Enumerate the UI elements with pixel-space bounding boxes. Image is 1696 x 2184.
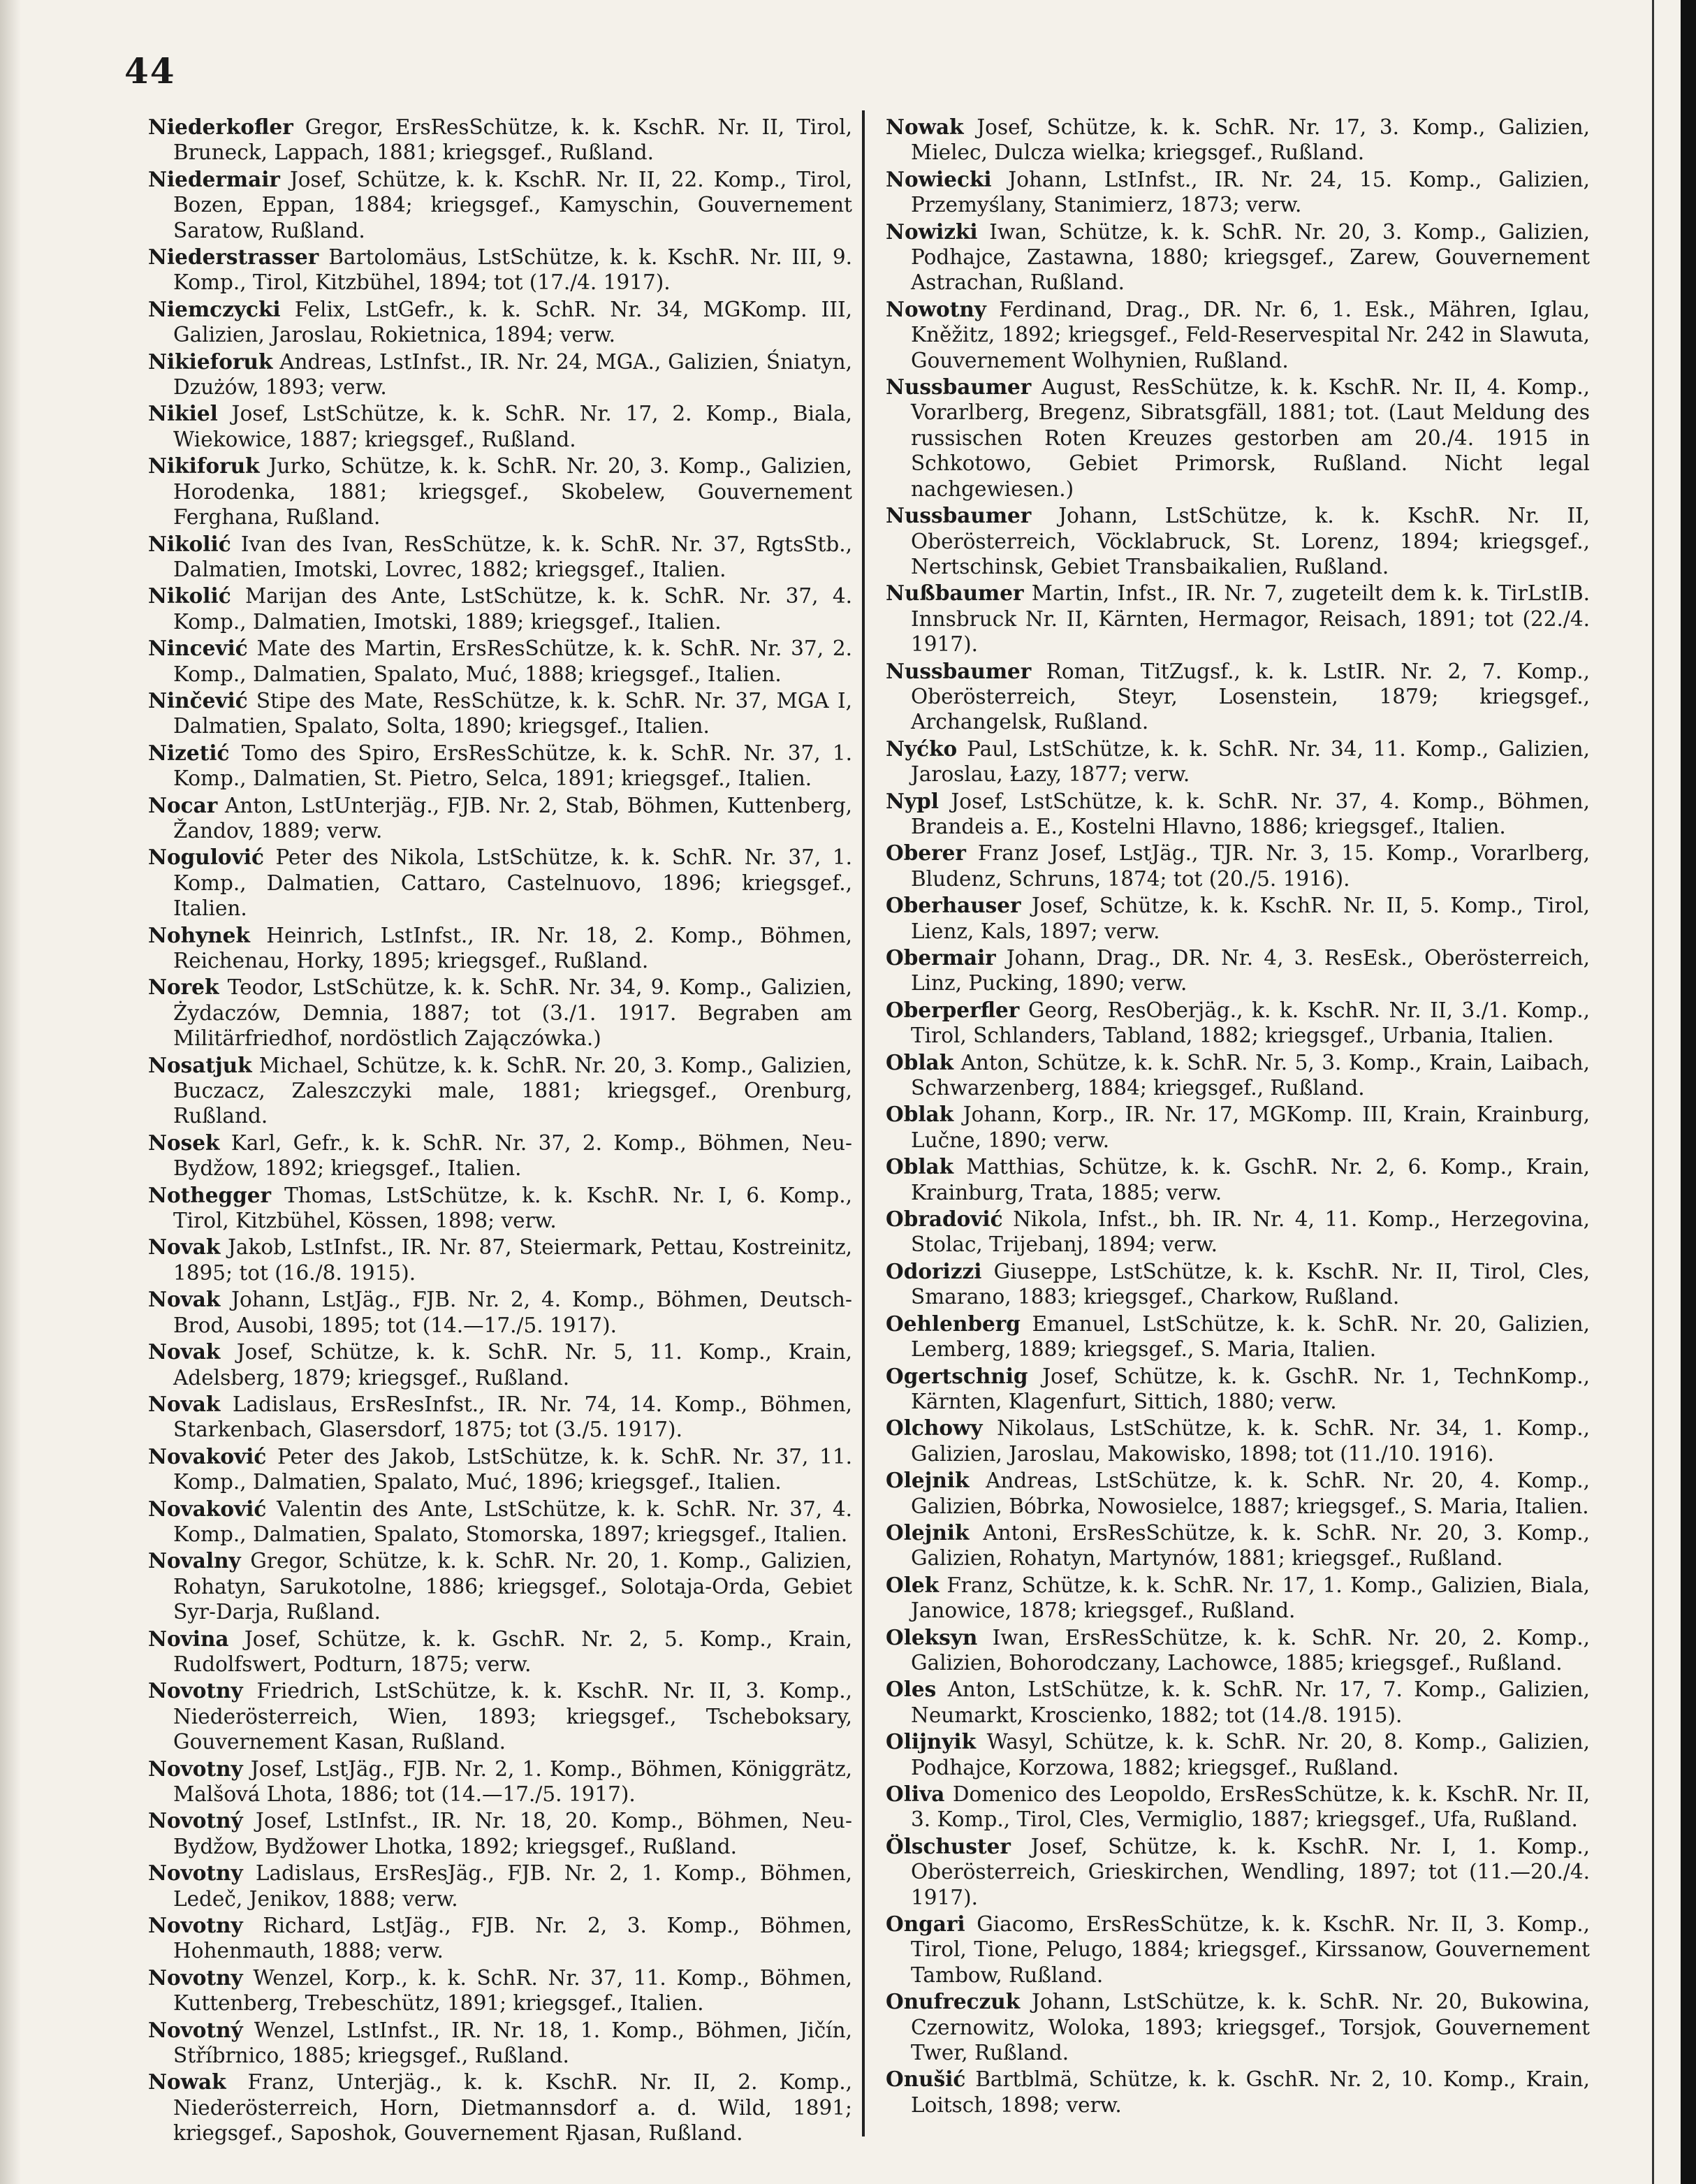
entry-details: Jakob, LstInfst., IR. Nr. 87, Steiermark, Pettau, Kostreinitz, 1895; tot (16./8. 1915). — [173, 1235, 852, 1285]
entry-details: Anton, Schütze, k. k. SchR. Nr. 5, 3. Komp., Krain, Laibach, Schwarzenberg, 1884; kriegsgef., Rußland. — [911, 1050, 1590, 1100]
entry-surname: Nincević — [148, 636, 248, 661]
entry-surname: Novotny — [148, 1965, 243, 1990]
entry-surname: Oberer — [886, 840, 966, 866]
list-entry — [148, 1287, 852, 1338]
list-entry — [886, 1415, 1590, 1466]
entry-details: Domenico des Leopoldo, ErsResSchütze, k. k. KschR. Nr. II, 3. Komp., Tirol, Cles, Vermiglio, 1887; kriegsgef., Ufa, Rußland. — [911, 1782, 1590, 1832]
entry-surname: Olek — [886, 1572, 940, 1597]
entry-surname: Novak — [148, 1391, 221, 1416]
list-entry — [148, 1183, 852, 1234]
list-entry — [886, 1364, 1590, 1415]
entry-details: Gregor, ErsResSchütze, k. k. KschR. Nr. II, Tirol, Bruneck, Lappach, 1881; kriegsgef., Rußland. — [173, 115, 852, 165]
list-entry — [148, 1965, 852, 2016]
entry-surname: Norek — [148, 975, 219, 1000]
entry-surname: Onufreczuk — [886, 1989, 1021, 2014]
entry-surname: Novotny — [148, 1913, 243, 1938]
entry-surname: Onušić — [886, 2067, 966, 2092]
list-entry — [148, 1678, 852, 1754]
entry-details: Franz, Unterjäg., k. k. KschR. Nr. II, 2. Komp., Niederösterreich, Horn, Dietmannsdorf a. d. Wild, 1891; kriegsgef., Saposhok, Gouvernement Rjasan, Rußland. — [173, 2070, 852, 2146]
entry-details: Johann, Korp., IR. Nr. 17, MGKomp. III, Krain, Krainburg, Lučne, 1890; verw. — [911, 1102, 1590, 1152]
entry-details: Wasyl, Schütze, k. k. SchR. Nr. 20, 8. Komp., Galizien, Podhajce, Korzowa, 1882; kriegsgef., Rußland. — [911, 1730, 1590, 1779]
entry-details: Karl, Gefr., k. k. SchR. Nr. 37, 2. Komp., Böhmen, Neu-Bydžow, 1892; kriegsgef., Italien. — [173, 1130, 852, 1181]
list-entry — [886, 1520, 1590, 1571]
entry-details: Ferdinand, Drag., DR. Nr. 6, 1. Esk., Mähren, Iglau, Kněžitz, 1892; kriegsgef., Feld-Reservespital Nr. 242 in Slawuta, Gouvernement Wolhynien, Rußland. — [911, 297, 1590, 372]
list-entry — [148, 583, 852, 634]
entry-details: Emanuel, LstSchütze, k. k. SchR. Nr. 20, Galizien, Lemberg, 1889; kriegsgef., S. Maria, Italien. — [911, 1311, 1590, 1362]
entry-surname: Novak — [148, 1339, 221, 1364]
entry-details: Andreas, LstInfst., IR. Nr. 24, MGA., Galizien, Śniatyn, Dzużów, 1893; verw. — [173, 349, 852, 400]
entry-details: Johann, LstJäg., FJB. Nr. 2, 4. Komp., Böhmen, Deutsch-Brod, Ausobi, 1895; tot (14.—17./5. 1917). — [173, 1288, 852, 1337]
entry-details: Iwan, Schütze, k. k. SchR. Nr. 20, 3. Komp., Galizien, Podhajce, Zastawna, 1880; kriegsgef., Zarew, Gouvernement Astrachan, Rußland. — [911, 219, 1590, 295]
list-entry — [886, 1259, 1590, 1310]
entry-details: Bartblmä, Schütze, k. k. GschR. Nr. 2, 10. Komp., Krain, Loitsch, 1898; verw. — [911, 2067, 1590, 2117]
entry-details: Peter des Nikola, LstSchütze, k. k. SchR. Nr. 37, 1. Komp., Dalmatien, Cattaro, Castelnuovo, 1896; kriegsgef., Italien. — [173, 845, 852, 921]
entry-surname: Nussbaumer — [886, 658, 1032, 683]
list-entry — [148, 2069, 852, 2146]
entry-details: Roman, TitZugsf., k. k. LstIR. Nr. 2, 7. Komp., Oberösterreich, Steyr, Losenstein, 1879; kriegsgef., Archangelsk, Rußland. — [911, 659, 1590, 734]
list-entry — [148, 1444, 852, 1495]
entry-details: Richard, LstJäg., FJB. Nr. 2, 3. Komp., Böhmen, Hohenmauth, 1888; verw. — [173, 1914, 852, 1963]
entry-surname: Nußbaumer — [886, 581, 1024, 606]
list-entry — [886, 167, 1590, 218]
entry-details: Ladislaus, ErsResJäg., FJB. Nr. 2, 1. Komp., Böhmen, Ledeč, Jenikov, 1888; verw. — [173, 1861, 852, 1911]
page-number: 44 — [124, 50, 176, 92]
entry-details: Johann, LstSchütze, k. k. SchR. Nr. 20, Bukowina, Czernowitz, Woloka, 1893; kriegsgef., Torsjok, Gouvernement Twer, Rußland. — [911, 1990, 1590, 2065]
list-entry — [886, 1834, 1590, 1910]
entry-details: Josef, Schütze, k. k. KschR. Nr. II, 22. Komp., Tirol, Bozen, Eppan, 1884; kriegsgef., Kamyschin, Gouvernement Saratow, Rußland. — [173, 167, 852, 242]
entry-surname: Oblak — [886, 1154, 954, 1179]
entry-surname: Oblak — [886, 1102, 954, 1127]
list-entry — [148, 1392, 852, 1443]
entry-surname: Ninčević — [148, 687, 248, 713]
entry-surname: Niemczycki — [148, 296, 281, 321]
list-entry — [148, 1756, 852, 1807]
entry-surname: Novotny — [148, 1678, 243, 1703]
entry-surname: Nussbaumer — [886, 503, 1032, 528]
entry-surname: Nowak — [886, 115, 964, 139]
right-column — [886, 115, 1590, 2119]
entry-details: Josef, LstSchütze, k. k. SchR. Nr. 37, 4. Komp., Böhmen, Brandeis a. E., Kostelni Hlavno, 1886; kriegsgef., Italien. — [911, 789, 1590, 838]
entry-details: Anton, LstSchütze, k. k. SchR. Nr. 17, 7. Komp., Galizien, Neumarkt, Kroscienko, 1882; tot (14./8. 1915). — [911, 1677, 1590, 1727]
entry-details: Josef, LstJäg., FJB. Nr. 2, 1. Komp., Böhmen, Königgrätz, Malšová Lhota, 1886; tot (14.—17./5. 1917). — [173, 1756, 852, 1806]
list-entry — [148, 245, 852, 296]
list-entry — [886, 1625, 1590, 1676]
entry-details: Wenzel, Korp., k. k. SchR. Nr. 37, 11. Komp., Böhmen, Kuttenberg, Trebeschütz, 1891; kriegsgef., Italien. — [173, 1965, 852, 2016]
entry-surname: Nosek — [148, 1130, 220, 1155]
entry-surname: Novalny — [148, 1548, 241, 1573]
entry-surname: Nikolić — [148, 583, 231, 609]
list-entry — [148, 688, 852, 739]
list-entry — [886, 374, 1590, 502]
entry-surname: Niedermair — [148, 166, 280, 191]
entry-details: Ladislaus, ErsResInfst., IR. Nr. 74, 14. Komp., Böhmen, Starkenbach, Glasersdorf, 1875; tot (3./5. 1917). — [173, 1392, 852, 1442]
list-entry — [886, 115, 1590, 166]
entry-surname: Obradović — [886, 1207, 1003, 1232]
entry-surname: Nocar — [148, 792, 218, 817]
entry-surname: Nothegger — [148, 1182, 272, 1207]
entry-details: Johann, LstSchütze, k. k. KschR. Nr. II, Oberösterreich, Vöcklabruck, St. Lorenz, 1894; kriegsgef., Nertschinsk, Gebiet Transbaikalien, Rußland. — [911, 504, 1590, 578]
entry-surname: Novotny — [148, 1756, 243, 1781]
entry-surname: Oehlenberg — [886, 1311, 1021, 1336]
list-entry — [148, 1548, 852, 1624]
entry-details: Josef, Schütze, k. k. KschR. Nr. I, 1. Komp., Oberösterreich, Grieskirchen, Wendling, 1897; tot (11.—20./4. 1917). — [911, 1834, 1590, 1909]
left-column — [148, 115, 852, 2148]
entry-surname: Olchowy — [886, 1415, 983, 1441]
entry-surname: Olejnik — [886, 1468, 970, 1493]
entry-surname: Odorizzi — [886, 1258, 982, 1283]
list-entry — [886, 1154, 1590, 1205]
entry-surname: Oles — [886, 1677, 937, 1702]
entry-details: Andreas, LstSchütze, k. k. SchR. Nr. 20, 4. Komp., Galizien, Bóbrka, Nowosielce, 1887; kriegsgef., S. Maria, Italien. — [911, 1469, 1590, 1518]
entry-surname: Nikiforuk — [148, 453, 260, 479]
entry-surname: Nypl — [886, 788, 939, 813]
list-entry — [148, 1130, 852, 1181]
list-entry — [886, 840, 1590, 891]
entry-details: Ivan des Ivan, ResSchütze, k. k. SchR. Nr. 37, RgtsStb., Dalmatien, Imotski, Lovrec, 1882; kriegsgef., Italien. — [173, 532, 852, 581]
list-entry — [886, 1729, 1590, 1780]
entry-details: Martin, Infst., IR. Nr. 7, zugeteilt dem k. k. TirLstIB. Innsbruck Nr. II, Kärnten, Hermagor, Reisach, 1891; tot (22./4. 1917). — [911, 581, 1590, 657]
list-entry — [148, 1913, 852, 1964]
entry-surname: Oleksyn — [886, 1624, 978, 1650]
entry-details: Georg, ResOberjäg., k. k. KschR. Nr. II, 3./1. Komp., Tirol, Schlanders, Tabland, 1882; kriegsgef., Urbania, Italien. — [911, 998, 1590, 1048]
list-entry — [148, 1626, 852, 1677]
entry-surname: Nyćko — [886, 736, 958, 761]
entry-details: Josef, Schütze, k. k. GschR. Nr. 1, TechnKomp., Kärnten, Klagenfurt, Sittich, 1880; verw. — [911, 1364, 1590, 1413]
entry-details: Paul, LstSchütze, k. k. SchR. Nr. 34, 11. Komp., Galizien, Jaroslau, Łazy, 1877; verw. — [911, 736, 1590, 787]
entry-details: Nikola, Infst., bh. IR. Nr. 4, 11. Komp., Herzegovina, Stolac, Trijebanj, 1894; verw. — [911, 1207, 1590, 1257]
entry-surname: Novak — [148, 1235, 221, 1260]
entry-surname: Nogulović — [148, 845, 264, 870]
list-entry — [886, 219, 1590, 296]
entry-surname: Oblak — [886, 1049, 954, 1075]
list-entry — [148, 115, 852, 166]
entry-details: Franz, Schütze, k. k. SchR. Nr. 17, 1. Komp., Galizien, Biala, Janowice, 1878; kriegsgef., Rußland. — [911, 1573, 1590, 1623]
list-entry — [886, 893, 1590, 944]
entry-surname: Novotny — [148, 1861, 243, 1886]
entry-details: Antoni, ErsResSchütze, k. k. SchR. Nr. 20, 3. Komp., Galizien, Rohatyn, Martynów, 1881; kriegsgef., Rußland. — [911, 1520, 1590, 1571]
entry-details: Friedrich, LstSchütze, k. k. KschR. Nr. II, 3. Komp., Niederösterreich, Wien, 1893; kriegsgef., Tscheboksary, Gouvernement Kasan, Rußland. — [173, 1679, 852, 1754]
entry-details: Nikolaus, LstSchütze, k. k. SchR. Nr. 34, 1. Komp., Galizien, Jaroslau, Makowisko, 1898; tot (11./10. 1916). — [911, 1416, 1590, 1466]
entry-surname: Obermair — [886, 945, 996, 970]
list-entry — [886, 1573, 1590, 1624]
list-entry — [886, 1102, 1590, 1153]
list-entry — [886, 1782, 1590, 1833]
entry-surname: Nikieforuk — [148, 349, 273, 374]
entry-surname: Oberperfler — [886, 997, 1020, 1022]
entry-details: Josef, Schütze, k. k. GschR. Nr. 2, 5. Komp., Krain, Rudolfswert, Podturn, 1875; verw. — [173, 1626, 852, 1676]
list-entry — [886, 1677, 1590, 1728]
entry-surname: Ogertschnig — [886, 1363, 1028, 1388]
entry-surname: Niederkofler — [148, 115, 293, 139]
list-entry — [886, 581, 1590, 657]
list-entry — [148, 1339, 852, 1390]
list-entry — [886, 998, 1590, 1049]
list-entry — [148, 741, 852, 792]
list-entry — [148, 845, 852, 921]
entry-surname: Ölschuster — [886, 1833, 1011, 1858]
list-entry — [886, 1468, 1590, 1519]
entry-details: Johann, LstInfst., IR. Nr. 24, 15. Komp., Galizien, Przemyślany, Stanimierz, 1873; verw. — [911, 167, 1590, 217]
entry-details: Stipe des Mate, ResSchütze, k. k. SchR. Nr. 37, MGA I, Dalmatien, Spalato, Solta, 1890; kriegsgef., Italien. — [173, 688, 852, 738]
list-entry — [148, 297, 852, 348]
entry-surname: Nikolić — [148, 531, 231, 556]
entry-surname: Olejnik — [886, 1520, 970, 1545]
entry-details: Matthias, Schütze, k. k. GschR. Nr. 2, 6. Komp., Krain, Krainburg, Trata, 1885; verw. — [911, 1155, 1590, 1204]
entry-surname: Nizetić — [148, 740, 230, 765]
list-entry — [886, 503, 1590, 579]
entry-details: Mate des Martin, ErsResSchütze, k. k. SchR. Nr. 37, 2. Komp., Dalmatien, Spalato, Muć, 1888; kriegsgef., Italien. — [173, 636, 852, 686]
entry-details: Josef, Schütze, k. k. SchR. Nr. 17, 3. Komp., Galizien, Mielec, Dulcza wielka; kriegsgef., Rußland. — [911, 115, 1590, 165]
entry-details: Bartolomäus, LstSchütze, k. k. KschR. Nr. III, 9. Komp., Tirol, Kitzbühel, 1894; tot (17./4. 1917). — [173, 245, 852, 295]
list-entry — [886, 659, 1590, 735]
entry-details: Marijan des Ante, LstSchütze, k. k. SchR. Nr. 37, 4. Komp., Dalmatien, Imotski, 1889; kriegsgef., Italien. — [173, 584, 852, 634]
list-entry — [886, 297, 1590, 373]
entry-surname: Novak — [148, 1287, 221, 1312]
list-entry — [886, 1912, 1590, 1988]
entry-surname: Ongari — [886, 1912, 965, 1937]
entry-details: Heinrich, LstInfst., IR. Nr. 18, 2. Komp., Böhmen, Reichenau, Horky, 1895; kriegsgef., Rußland. — [173, 923, 852, 973]
list-entry — [148, 1861, 852, 1912]
list-entry — [886, 1207, 1590, 1258]
entry-surname: Nowiecki — [886, 166, 992, 191]
list-entry — [148, 1053, 852, 1129]
entry-surname: Novaković — [148, 1443, 267, 1469]
list-entry — [148, 1808, 852, 1859]
list-entry — [148, 167, 852, 243]
entry-surname: Olijnyik — [886, 1729, 977, 1754]
entry-surname: Nosatjuk — [148, 1052, 252, 1077]
entry-surname: Novotný — [148, 2017, 243, 2042]
entry-details: Josef, Schütze, k. k. KschR. Nr. II, 5. Komp., Tirol, Lienz, Kals, 1897; verw. — [911, 894, 1590, 943]
list-entry — [148, 453, 852, 530]
list-entry — [148, 401, 852, 452]
entry-surname: Nowizki — [886, 219, 978, 244]
entry-details: Iwan, ErsResSchütze, k. k. SchR. Nr. 20, 2. Komp., Galizien, Bohorodczany, Lachowce, 1885; kriegsgef., Rußland. — [911, 1625, 1590, 1675]
list-entry — [886, 1311, 1590, 1362]
entry-details: Thomas, LstSchütze, k. k. KschR. Nr. I, 6. Komp., Tirol, Kitzbühel, Kössen, 1898; verw. — [173, 1183, 852, 1233]
entry-surname: Nowotny — [886, 296, 986, 321]
entry-details: Peter des Jakob, LstSchütze, k. k. SchR. Nr. 37, 11. Komp., Dalmatien, Spalato, Muć, 1896; kriegsgef., Italien. — [173, 1444, 852, 1494]
entry-details: Michael, Schütze, k. k. SchR. Nr. 20, 3. Komp., Galizien, Buczacz, Zaleszczyki male, 1881; kriegsgef., Orenburg, Rußland. — [173, 1053, 852, 1128]
entry-surname: Oberhauser — [886, 893, 1021, 918]
list-entry — [886, 789, 1590, 840]
list-entry — [148, 793, 852, 844]
entry-surname: Novaković — [148, 1496, 267, 1521]
list-entry — [886, 2067, 1590, 2118]
entry-details: Giuseppe, LstSchütze, k. k. KschR. Nr. II, Tirol, Cles, Smarano, 1883; kriegsgef., Charkow, Rußland. — [911, 1259, 1590, 1309]
entry-details: Josef, LstInfst., IR. Nr. 18, 20. Komp., Böhmen, Neu-Bydžow, Bydžower Lhotka, 1892; kriegsgef., Rußland. — [173, 1809, 852, 1858]
list-entry — [886, 945, 1590, 996]
entry-surname: Niederstrasser — [148, 245, 319, 270]
entry-details: Tomo des Spiro, ErsResSchütze, k. k. SchR. Nr. 37, 1. Komp., Dalmatien, St. Pietro, Selca, 1891; kriegsgef., Italien. — [173, 741, 852, 791]
entry-surname: Oliva — [886, 1782, 945, 1806]
entry-details: Franz Josef, LstJäg., TJR. Nr. 3, 15. Komp., Vorarlberg, Bludenz, Schruns, 1874; tot (20./5. 1916). — [911, 841, 1590, 891]
entry-details: Teodor, LstSchütze, k. k. SchR. Nr. 34, 9. Komp., Galizien, Żydaczów, Demnia, 1887; tot (3./1. 1917. Begraben am Militärfriedhof, nordöstlich Zajączówka.) — [173, 975, 852, 1051]
entry-surname: Nowak — [148, 2069, 226, 2095]
entry-surname: Novina — [148, 1626, 229, 1651]
entry-surname: Nikiel — [148, 401, 218, 426]
entry-details: Johann, Drag., DR. Nr. 4, 3. ResEsk., Oberösterreich, Linz, Pucking, 1890; verw. — [911, 946, 1590, 996]
list-entry — [148, 532, 852, 583]
list-entry — [148, 2018, 852, 2069]
entry-details: Giacomo, ErsResSchütze, k. k. KschR. Nr. II, 3. Komp., Tirol, Tione, Pelugo, 1884; kriegsgef., Kirssanow, Gouvernement Tambow, Rußland. — [911, 1912, 1590, 1987]
entry-details: Josef, Schütze, k. k. SchR. Nr. 5, 11. Komp., Krain, Adelsberg, 1879; kriegsgef., Rußland. — [173, 1340, 852, 1390]
entry-surname: Nussbaumer — [886, 374, 1032, 400]
list-entry — [148, 636, 852, 687]
page-edge-rule — [1652, 0, 1654, 2184]
list-entry — [148, 923, 852, 974]
list-entry — [886, 736, 1590, 787]
entry-details: Anton, LstUnterjäg., FJB. Nr. 2, Stab, Böhmen, Kuttenberg, Žandov, 1889; verw. — [173, 793, 852, 843]
entry-details: Valentin des Ante, LstSchütze, k. k. SchR. Nr. 37, 4. Komp., Dalmatien, Spalato, Stomorska, 1897; kriegsgef., Italien. — [173, 1497, 852, 1546]
column-divider — [862, 110, 865, 2136]
list-entry — [148, 975, 852, 1051]
entry-details: Gregor, Schütze, k. k. SchR. Nr. 20, 1. Komp., Galizien, Rohatyn, Sarukotolne, 1886; kriegsgef., Solotaja-Orda, Gebiet Syr-Darja, Rußland. — [173, 1549, 852, 1624]
entry-details: August, ResSchütze, k. k. KschR. Nr. II, 4. Komp., Vorarlberg, Bregenz, Sibratsgfäll, 1881; tot. (Laut Meldung des russischen Roten Kreuzes gestorben am 20./4. 1915 in Schkotowo, Gebiet Primorsk, Rußland. Nicht legal nachgewiesen.) — [911, 375, 1590, 501]
entry-details: Felix, LstGefr., k. k. SchR. Nr. 34, MGKomp. III, Galizien, Jaroslau, Rokietnica, 1894; verw. — [173, 297, 852, 347]
list-entry — [886, 1050, 1590, 1101]
entry-details: Jurko, Schütze, k. k. SchR. Nr. 20, 3. Komp., Galizien, Horodenka, 1881; kriegsgef., Skobelew, Gouvernement Ferghana, Rußland. — [173, 454, 852, 530]
list-entry — [148, 1497, 852, 1548]
entry-surname: Nohynek — [148, 922, 250, 947]
entry-details: Wenzel, LstInfst., IR. Nr. 18, 1. Komp., Böhmen, Jičín, Stříbrnico, 1885; kriegsgef., Rußland. — [173, 2018, 852, 2068]
list-entry — [886, 1989, 1590, 2065]
list-entry — [148, 349, 852, 400]
entry-details: Josef, LstSchütze, k. k. SchR. Nr. 17, 2. Komp., Biala, Wiekowice, 1887; kriegsgef., Rußland. — [173, 402, 852, 451]
entry-surname: Novotný — [148, 1808, 243, 1833]
list-entry — [148, 1235, 852, 1286]
